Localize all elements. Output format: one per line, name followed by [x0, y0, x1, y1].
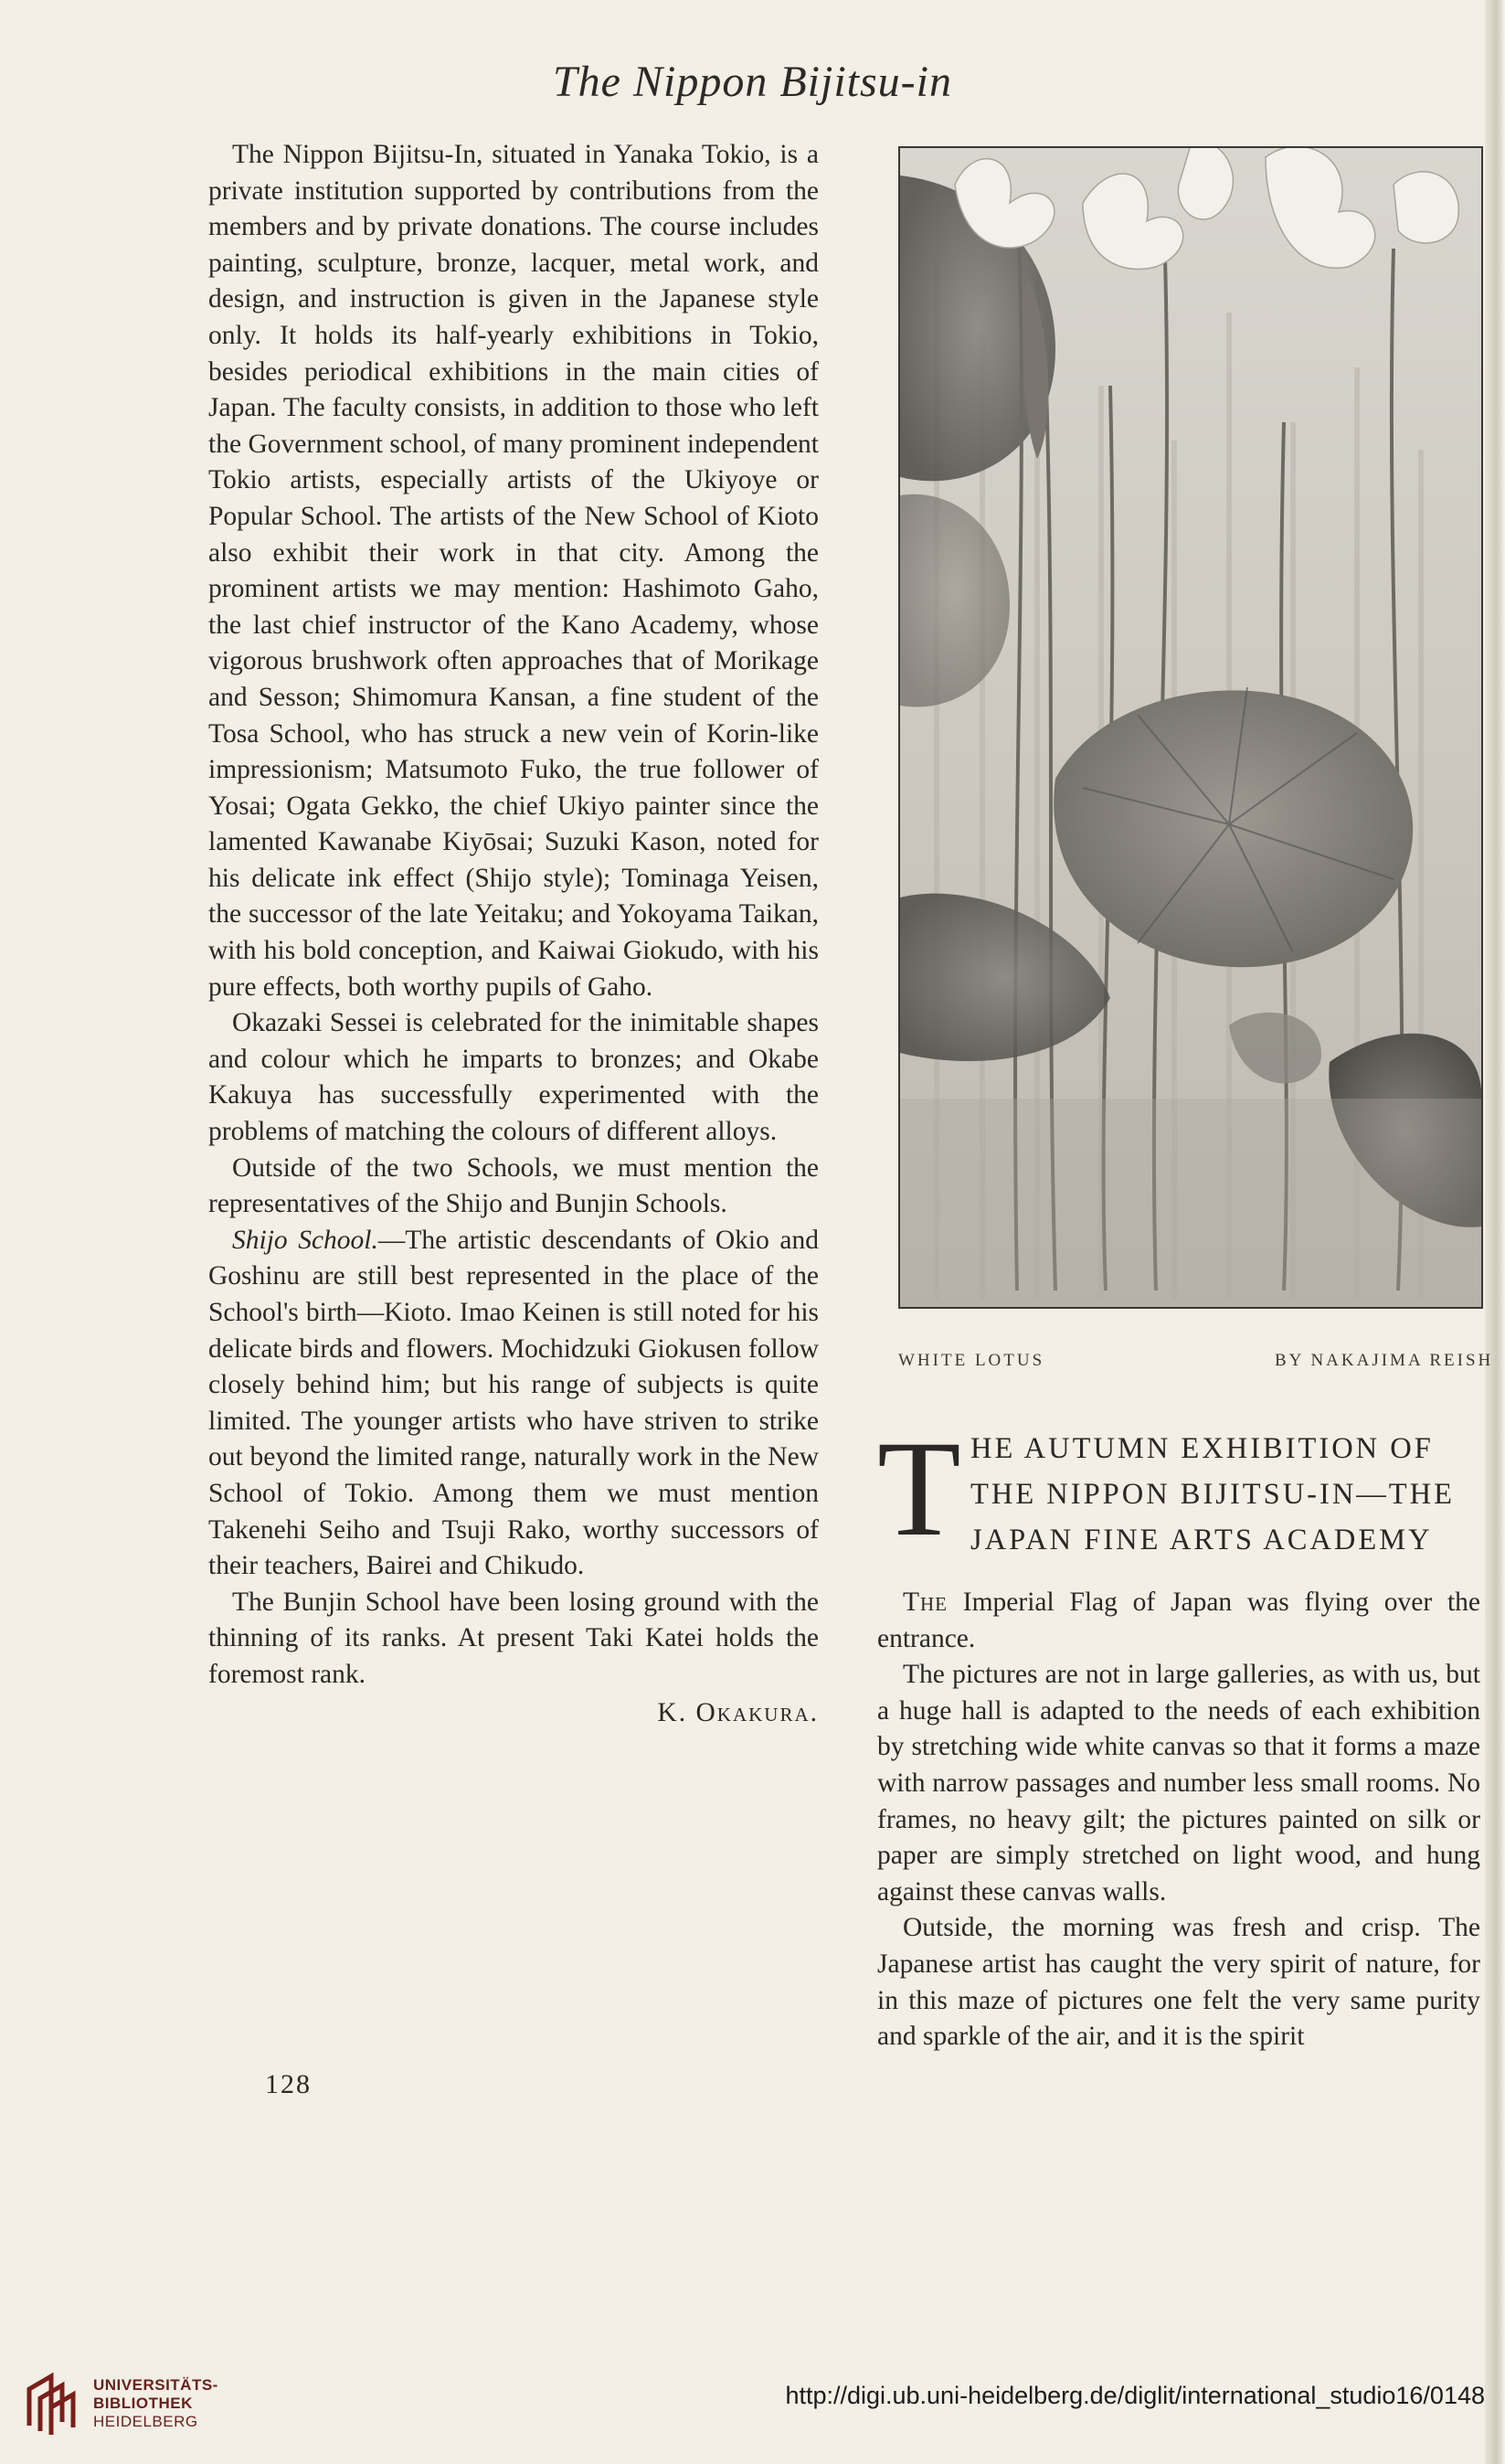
- plate-caption-title: WHITE LOTUS: [898, 1351, 1045, 1370]
- library-name-line-1: UNIVERSITÄTS-: [93, 2376, 218, 2394]
- right-paragraph-2: The pictures are not in large galleries, as with us, but a huge hall is adapted to the needs of each exhibition by stretching wide white canvas so that it forms a maze with narrow passages and number less small rooms. No frames, no heavy gilt; the pictures painted on silk or paper are simply stretched on light wood, and hung against these canvas walls.: [877, 1660, 1480, 1906]
- library-name: [93, 2376, 218, 2431]
- right-paragraph-1-text: Imperial Flag of Japan was flying over the entrance.: [877, 1588, 1480, 1653]
- page-edge: [1485, 0, 1505, 2464]
- library-name-line-2: BIBLIOTHEK: [93, 2395, 193, 2412]
- paragraph-2: Okazaki Sessei is celebrated for the inimitable shapes and colour which he imparts to bronzes; and Okabe Kakuya has successfully experimented with the problems of matching the colours of different alloys.: [208, 1008, 819, 1147]
- page-number: 128: [265, 2069, 312, 2099]
- source-url[interactable]: http://digi.ub.uni-heidelberg.de/diglit/international_studio16/0148: [785, 2382, 1485, 2409]
- lotus-illustration: [900, 148, 1481, 1307]
- plate-caption-artist: BY NAKAJIMA REISH: [1275, 1351, 1494, 1370]
- library-logo-icon: [20, 2371, 79, 2435]
- shijo-text: —The artistic descendants of Okio and Goshinu are still best represented in the place of the School's birth—Kioto. Imao Keinen is still noted for his delicate birds and flowers. Mochidzuki Giokusen follow closely behind him; but his range of subjects is quite limited. The younger artists who have striven to strike out beyond the limited range, naturally work in the New School of Tokio. Among them we must mention Takenehi Seiho and Tsuji Rako, worthy successors of their teachers, Bairei and Chikudo.: [208, 1225, 819, 1581]
- lead-word: The: [903, 1588, 949, 1617]
- heading-line-2: THE NIPPON BIJITSU-IN—THE: [970, 1478, 1455, 1511]
- heading-lines: [970, 1426, 1482, 1563]
- right-column: [877, 1413, 1480, 2055]
- left-column: [208, 137, 819, 1731]
- right-paragraph-1: [877, 1585, 1480, 1657]
- author-signature: K. Okakura.: [657, 1697, 819, 1727]
- heading-line-1: HE AUTUMN EXHIBITION OF: [970, 1432, 1434, 1465]
- heading-line-3: JAPAN FINE ARTS ACADEMY: [970, 1524, 1433, 1556]
- right-paragraph-3: Outside, the morning was fresh and crisp. The Japanese artist has caught the very spirit of nature, for in this maze of pictures one felt the very same purity and sparkle of the air, and it is the spirit: [877, 1913, 1480, 2052]
- white-lotus-plate: [898, 146, 1483, 1309]
- drop-cap: T: [877, 1413, 961, 1565]
- running-head: The Nippon Bijitsu-in: [552, 58, 952, 106]
- library-logo[interactable]: [20, 2371, 258, 2435]
- paragraph-3: Outside of the two Schools, we must mention the representatives of the Shijo and Bunjin Schools.: [208, 1152, 819, 1219]
- paragraph-shijo: [208, 1223, 819, 1585]
- paragraph-bunjin: The Bunjin School have been losing ground with the thinning of its ranks. At present Taki Katei holds the foremost rank.: [208, 1587, 819, 1689]
- paragraph-1: The Nippon Bijitsu-In, situated in Yanaka Tokio, is a private institution supported by contributions from the members and by private donations. The course includes painting, sculpture, bronze, lacquer, metal work, and design, and instruction is given in the Japanese style only. It holds its half-yearly exhibitions in Tokio, besides periodical exhibitions in the main cities of Japan. The faculty consists, in addition to those who left the Government school, of many prominent independent Tokio artists, especially artists of the Ukiyoye or Popular School. The artists of the New School of Kioto also exhibit their work in that city. Among the prominent artists we may mention: Hashimoto Gaho, the last chief instructor of the Kano Academy, whose vigorous brushwork often approaches that of Morikage and Sesson; Shimomura Kansan, a fine student of the Tosa School, who has struck a new vein of Korin-like impressionism; Matsumoto Fuko, the true follower of Yosai; Ogata Gekko, the chief Ukiyo painter since the lamented Kawanabe Kiyōsai; Suzuki Kason, noted for his delicate ink effect (Shijo style); Tominaga Yeisen, the successor of the late Yeitaku; and Yokoyama Taikan, with his bold conception, and Kaiwai Giokudo, with his pure effects, both worthy pupils of Gaho.: [208, 140, 819, 1002]
- right-body: [877, 1585, 1480, 2055]
- article-heading: [877, 1413, 1480, 1568]
- shijo-label: Shijo School.: [232, 1225, 378, 1255]
- library-name-line-3: HEIDELBERG: [93, 2413, 198, 2430]
